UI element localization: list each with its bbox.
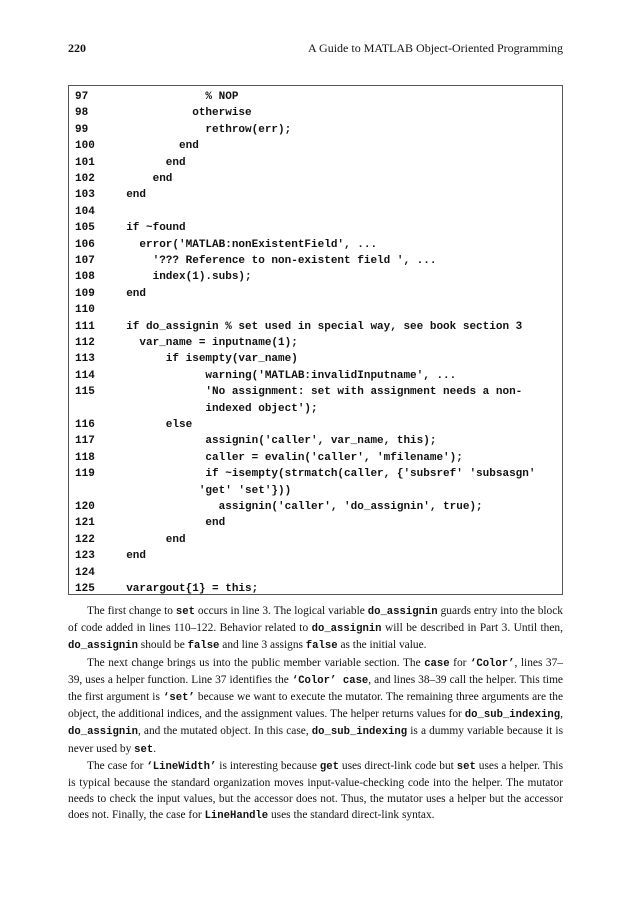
code-line	[69, 319, 562, 336]
inline-code: false	[187, 640, 220, 653]
code-text: rethrow(err);	[113, 123, 292, 136]
code-text: end	[113, 550, 147, 563]
code-line	[69, 253, 562, 270]
code-line	[69, 89, 562, 106]
line-number: 113	[75, 353, 95, 366]
code-text: if do_assignin % set used in special way, see book section 3	[113, 320, 523, 333]
paragraph-1: The first change to set occurs in line 3. The logical variable do_assignin guards entry into the block of code added in lines 110–122. Behavior related to do_assignin will be described in Part 3. Until then, do_assignin should be false and line 3 assigns false as the initial value.	[68, 605, 564, 653]
code-line	[69, 237, 562, 254]
line-number: 116	[75, 419, 95, 431]
inline-code: set	[175, 606, 195, 618]
code-line	[69, 515, 562, 532]
code-text: if ~found	[113, 222, 186, 235]
line-number: 109	[75, 287, 95, 300]
code-line	[69, 548, 562, 565]
code-text: '??? Reference to non-existent field ', ...	[113, 255, 437, 267]
line-number: 120	[75, 501, 95, 513]
code-line	[69, 417, 562, 434]
code-text: if isempty(var_name)	[113, 353, 298, 366]
code-text: end	[113, 156, 186, 169]
inline-code: ‘Color’ case	[291, 674, 369, 687]
code-text: % NOP	[113, 91, 239, 103]
inline-code: ‘Color’	[469, 657, 515, 670]
line-number: 111	[75, 320, 95, 333]
line-number: 121	[75, 517, 95, 530]
inline-code: set	[134, 743, 154, 756]
line-number: 107	[75, 255, 95, 267]
line-number: 123	[75, 550, 95, 563]
code-line	[69, 269, 562, 286]
code-line	[69, 368, 562, 385]
inline-code: do_sub_indexing	[311, 726, 408, 739]
code-text: end	[113, 533, 186, 546]
inline-code: do_assignin	[311, 623, 382, 636]
code-text: else	[113, 419, 193, 431]
code-line	[69, 204, 562, 221]
inline-code: LineHandle	[204, 810, 269, 823]
inline-code: false	[305, 640, 338, 653]
code-text: end	[113, 140, 199, 153]
line-number: 99	[75, 123, 89, 136]
line-number: 97	[75, 91, 89, 103]
code-text: 'No assignment: set with assignment needs a non-	[113, 386, 523, 399]
code-text: if ~isempty(strmatch(caller, {'subsref' 'subsasgn'	[113, 468, 536, 481]
line-number: 117	[75, 435, 95, 448]
code-line	[69, 220, 562, 237]
line-number: 115	[75, 386, 95, 399]
code-line	[69, 401, 562, 418]
inline-code: ‘set’	[163, 692, 195, 705]
code-text: end	[113, 173, 173, 185]
paragraph-3: The case for ‘LineWidth’ is interesting because get uses direct-link code but set uses a helper. This is typical because the standard organization moves input-value-checking code into the helper. The mutator needs to check the input values, but the accessor does not. Thus, the mutator uses a helper but the accessor does not. Finally, the case for LineHandle uses the standard direct-link syntax.	[68, 759, 564, 823]
line-number: 98	[75, 107, 89, 120]
code-line	[69, 351, 562, 368]
code-text: end	[113, 287, 147, 300]
code-line	[69, 302, 562, 319]
code-line	[69, 122, 562, 139]
line-number: 118	[75, 451, 95, 464]
code-line	[69, 433, 562, 450]
line-number: 101	[75, 156, 95, 169]
running-head: A Guide to MATLAB Object-Oriented Programming	[308, 41, 563, 55]
code-text: varargout{1} = this;	[113, 583, 259, 595]
line-number: 112	[75, 337, 95, 349]
line-number: 119	[75, 468, 95, 481]
code-text: assignin('caller', 'do_assignin', true);	[113, 501, 483, 513]
inline-code: get	[319, 760, 339, 773]
inline-code: do_sub_indexing	[464, 709, 561, 722]
code-text: end	[113, 517, 226, 530]
code-text: caller = evalin('caller', 'mfilename');	[113, 451, 463, 464]
code-line	[69, 466, 562, 483]
line-number: 103	[75, 189, 95, 202]
line-number: 114	[75, 369, 95, 382]
line-number: 124	[75, 566, 95, 579]
code-line	[69, 450, 562, 467]
code-line	[69, 286, 562, 303]
inline-code: do_assignin	[68, 726, 138, 739]
line-number: 110	[75, 304, 95, 317]
line-number: 108	[75, 271, 95, 284]
line-number: 105	[75, 222, 95, 235]
inline-code: do_assignin	[68, 640, 138, 653]
inline-code: ‘LineWidth’	[146, 760, 217, 773]
code-line	[69, 335, 562, 352]
code-line	[69, 532, 562, 549]
code-text: otherwise	[113, 107, 252, 120]
code-line	[69, 187, 562, 204]
body-text	[68, 603, 563, 825]
code-text: var_name = inputname(1);	[113, 337, 298, 349]
code-line	[69, 581, 562, 598]
code-text: end	[113, 189, 147, 202]
line-number: 122	[75, 533, 95, 546]
code-line	[69, 565, 562, 582]
code-text: indexed object');	[113, 402, 318, 415]
inline-code: do_assignin	[367, 606, 438, 618]
code-line	[69, 171, 562, 188]
code-line	[69, 155, 562, 172]
code-text: assignin('caller', var_name, this);	[113, 435, 437, 448]
inline-code: case	[424, 657, 450, 670]
code-text: error('MATLAB:nonExistentField', ...	[113, 238, 378, 251]
line-number: 106	[75, 238, 95, 251]
code-text: warning('MATLAB:invalidInputname', ...	[113, 369, 457, 382]
code-listing	[68, 85, 563, 595]
paragraph-2: The next change brings us into the public member variable section. The case for ‘Color’, lines 37–39, uses a helper function. Line 37 identifies the ‘Color’ case, and lines 38–39 call the helper. This time the first argument is ‘set’ because we want to execute the mutator. The remaining three arguments are the object, the additional indices, and the assignment values. The helper returns values for do_sub_indexing, do_assignin, and the mutated object. In this case, do_sub_indexing is a dummy variable because it is never used by set.	[68, 656, 564, 756]
code-line	[69, 105, 562, 122]
code-text: 'get' 'set'}))	[113, 484, 292, 497]
line-number: 125	[75, 583, 95, 595]
page-number: 220	[68, 41, 86, 55]
code-line	[69, 483, 562, 500]
line-number: 100	[75, 140, 95, 153]
code-line	[69, 138, 562, 155]
code-line	[69, 384, 562, 401]
line-number: 104	[75, 205, 95, 218]
code-line	[69, 499, 562, 516]
line-number: 102	[75, 173, 95, 185]
code-text: index(1).subs);	[113, 271, 252, 284]
inline-code: set	[456, 760, 476, 773]
